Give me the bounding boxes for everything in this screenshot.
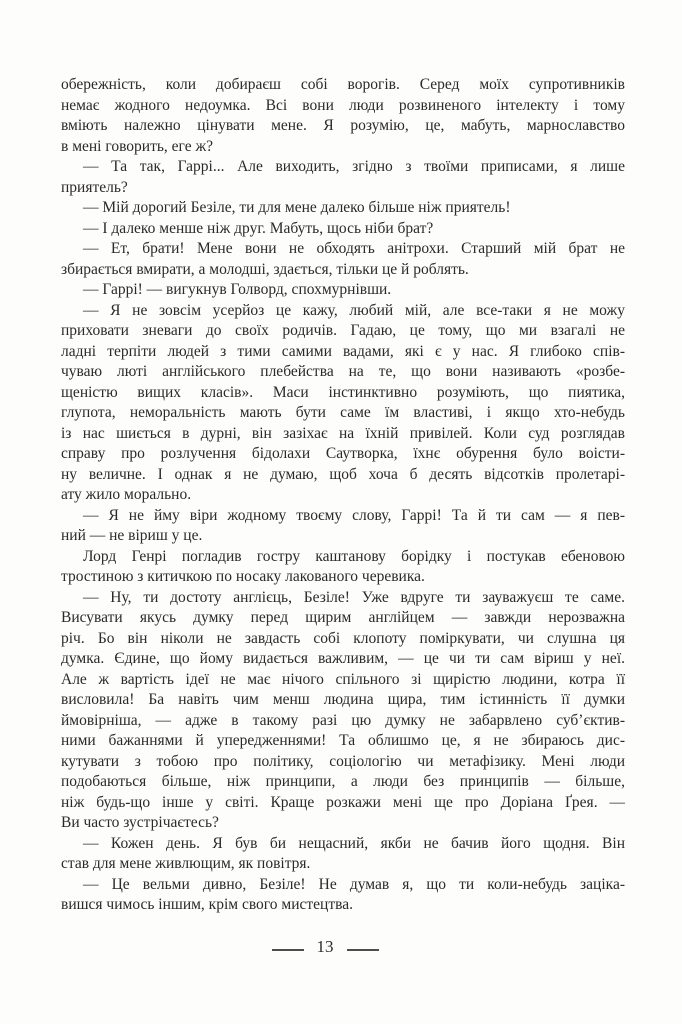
text-line: із нас шиється в дурні, він зазіхає на їхній привілей. Коли суд розглядав [61,424,625,442]
footer-rule-right [347,949,379,951]
text-line: — І далеко менше ніж друг. Мабуть, щось ніби брат? [83,219,434,237]
text-line: Але ж вартість ідеї не має нічого спільного зі щирістю людини, котра її [61,670,625,688]
text-line: ладні терпіти людей з тими самими вадами, які є у нас. Я глибоко спів- [61,342,625,360]
text-line: Ви часто зустрічаєтесь? [61,814,219,831]
text-line: немає жодного недоумка. Всі вони люди розвиненого інтелекту і тому [61,96,625,114]
text-line: обережність, коли добираєш собі ворогів. Серед моїх супротивників [61,76,625,93]
page-footer [0,934,666,960]
text-line: Лорд Генрі погладив гостру каштанову борідку і постукав ебеновою [83,547,625,565]
text-line: кутувати з тобою про політику, соціологію чи метафізику. Мені люди [61,752,625,770]
text-line: чуваю люті англійського плебейства на те, що вони називають «розбе- [61,363,625,380]
text-line: Висувати якусь думку перед щирим англійцем — завжди нерозважна [61,609,625,626]
text-line: річ. Бо він ніколи не завдасть собі клопоту поміркувати, чи слушна ця [61,629,625,647]
page-text [61,75,625,916]
text-line: висловила! Ба навіть чим менш людина щира, тим істинність її думки [61,691,625,708]
text-line: — Кожен день. Я був би нещасний, якби не бачив його щодня. Він [83,834,625,852]
text-line: ну величне. І однак я не думаю, щоб хоча б десять відсотків пролетарі- [61,465,625,483]
text-line: — Це вельми дивно, Безіле! Не думав я, що ти коли-небудь заціка- [83,875,625,893]
text-line: збирається вмирати, а молодші, здається, тільки це й роблять. [61,260,469,278]
text-line: глупота, неморальність мають бути саме їм властиві, і якщо хто-небудь [61,404,625,421]
text-line: думка. Єдине, що йому видається важливим, — це чи ти сам віриш у неї. [61,650,625,667]
text-line: — Та так, Гаррі... Але виходить, згідно з твоїми приписами, я лише [83,158,625,175]
text-line: — Ет, брати! Мене вони не обходять анітрохи. Старший мій брат не [83,240,625,257]
footer-rule-left [272,949,304,951]
text-line: став для мене живлющим, як повітря. [61,855,311,872]
page-number: 13 [316,937,334,956]
text-line: в мені говорить, еге ж? [61,137,214,155]
text-line: ний — не віриш у це. [61,527,203,544]
text-line: вишся чимось іншим, крім свого мистецтва. [61,896,353,913]
text-line: приховати зневаги до своїх родичів. Гадаю, це тому, що ми взагалі не [61,322,625,339]
text-line: приятель? [61,178,128,196]
text-line: подобаються більше, ніж принципи, а люди без принципів — більше, [61,773,625,790]
text-line: вміють належно цінувати мене. Я розумію, це, мабуть, марнославство [61,117,625,134]
text-line: — Я не йму віри жодному твоєму слову, Гаррі! Та й ти сам — я пев- [83,506,625,524]
text-line: — Я не зовсім усерйоз це кажу, любий мій, але все-таки я не можу [83,301,625,319]
text-line: — Ну, ти достоту англієць, Безіле! Уже вдруге ти зауважуєш те саме. [83,588,625,606]
text-line: справу про розлучення бідолахи Саутворка, їхнє обурення було воісти- [61,445,625,462]
text-line: щеністю вищих класів». Маси інстинктивно розуміють, що пиятика, [61,383,625,401]
text-line: — Мій дорогий Безіле, ти для мене далеко більше ніж приятель! [83,199,511,216]
text-line: — Гаррі! — вигукнув Голворд, спохмурнівши. [83,281,392,298]
text-line: ймовірніша, — адже в такому разі цю думку не забарвлено суб’єктив- [61,711,625,729]
text-line: тростиною з китичкою по носаку лакованого черевика. [61,568,425,585]
text-line: ату жило морально. [61,486,192,503]
text-line: ними бажаннями й упередженнями! Та облишмо це, я не збираюсь дис- [61,732,625,749]
text-line: ніж будь-що інше у світі. Краще розкажи мені ще про Доріана Ґрея. — [61,793,625,811]
